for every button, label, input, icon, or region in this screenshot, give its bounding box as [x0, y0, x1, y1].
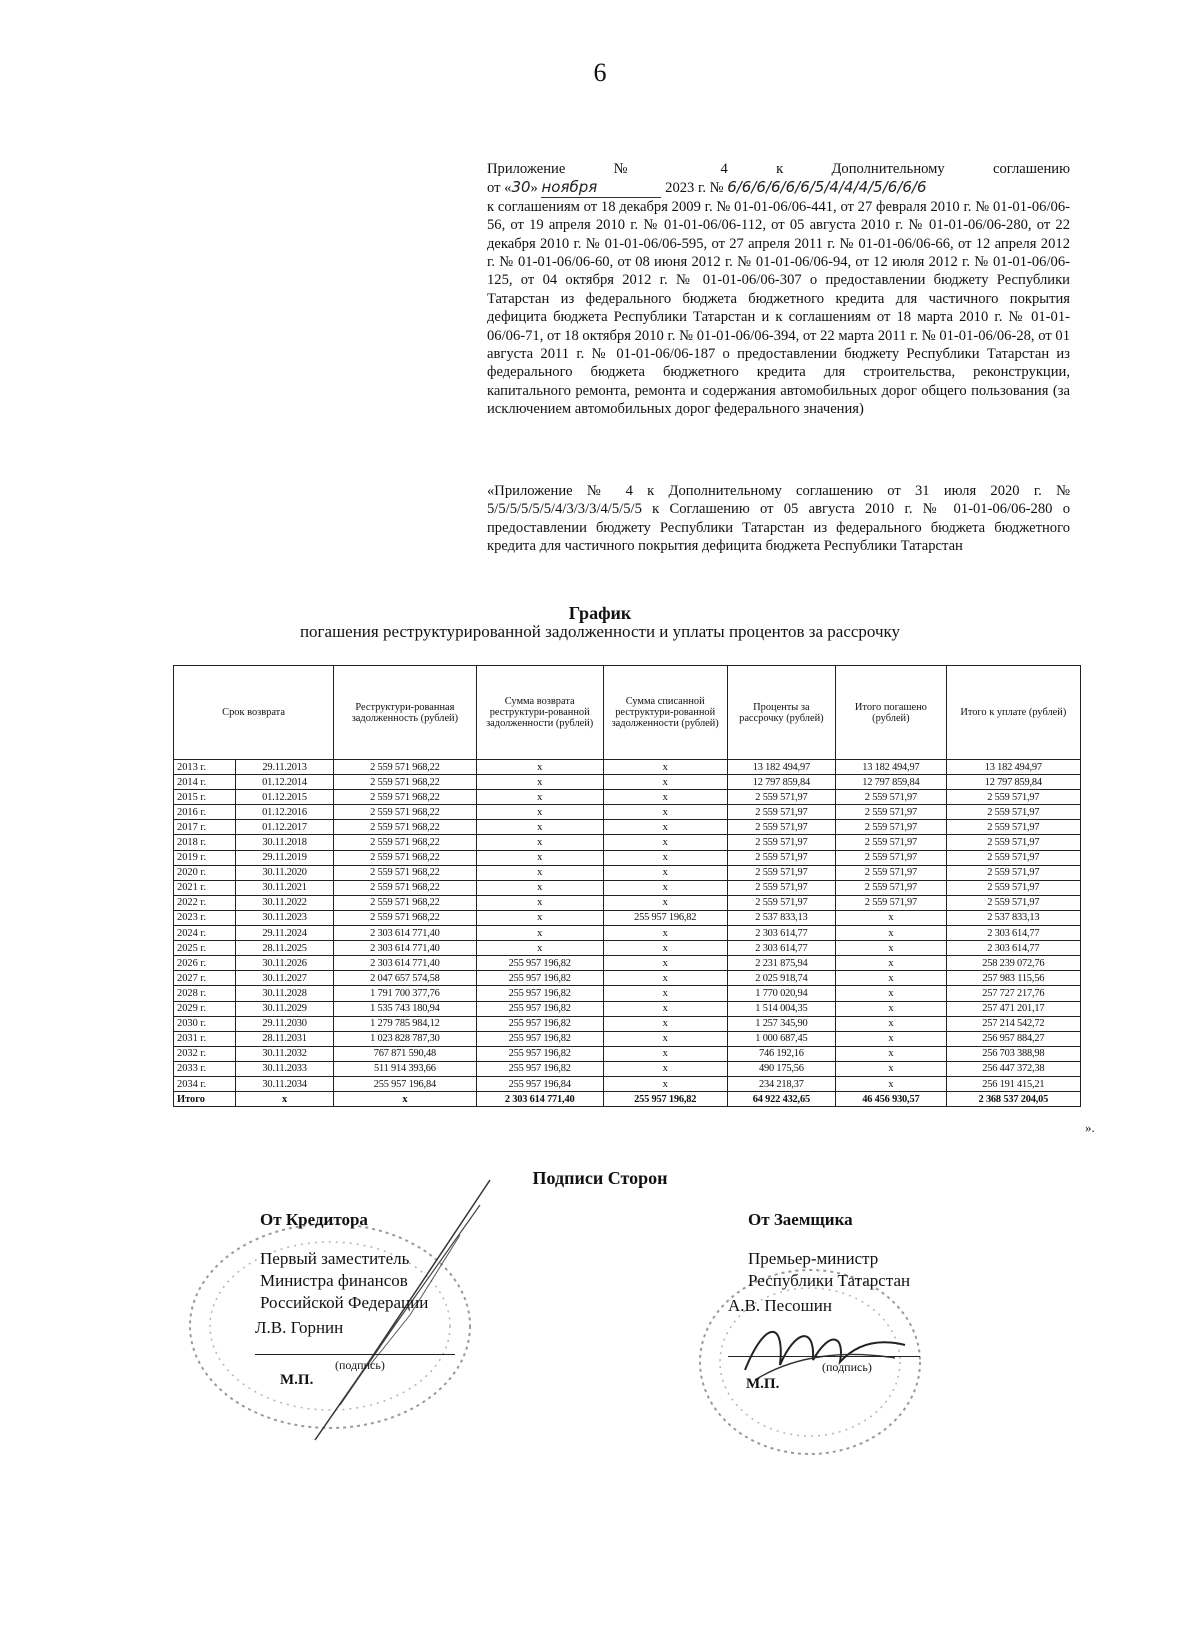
table-row — [174, 986, 1081, 1001]
table-cell: 2 559 571,97 — [836, 820, 947, 835]
table-cell: x — [603, 1076, 727, 1091]
table-cell: 258 239 072,76 — [946, 956, 1080, 971]
table-cell: x — [836, 1016, 947, 1031]
table-row — [174, 805, 1081, 820]
creditor-name: Л.В. Горнин — [255, 1318, 344, 1337]
table-cell: 257 214 542,72 — [946, 1016, 1080, 1031]
table-cell: 1 535 743 180,94 — [334, 1001, 477, 1016]
signatures-heading: Подписи Сторон — [532, 1168, 668, 1188]
table-row — [174, 1001, 1081, 1016]
table-cell: 2016 г. — [174, 805, 236, 820]
annex-quote: «Приложение № 4 к Дополнительному соглашению от 31 июля 2020 г. № 5/5/5/5/5/5/4/3/3/3/4/5/5/5 к Соглашению от 05 августа 2010 г. № 01-01-06/06-280 о предоставлении бюджету Республики Татарстан из федерального бюджета бюджетного кредита для частичного покрытия дефицита бюджета Республики Татарстан — [487, 483, 1070, 555]
table-cell: x — [603, 865, 727, 880]
table-cell: 28.11.2025 — [235, 941, 333, 956]
table-cell: 2 559 571 968,22 — [334, 865, 477, 880]
table-cell: 2028 г. — [174, 986, 236, 1001]
table-cell: 2 303 614,77 — [727, 926, 835, 941]
table-cell: 2 559 571,97 — [946, 820, 1080, 835]
borrower-position-line1: Премьер-министр — [748, 1249, 879, 1268]
total-cell: 46 456 930,57 — [836, 1092, 947, 1107]
table-row — [174, 971, 1081, 986]
table-row — [174, 1046, 1081, 1061]
table-cell: x — [603, 1046, 727, 1061]
table-cell: 12 797 859,84 — [836, 775, 947, 790]
table-cell: 1 514 004,35 — [727, 1001, 835, 1016]
table-cell: 01.12.2015 — [235, 790, 333, 805]
table-cell: 2 559 571,97 — [946, 835, 1080, 850]
table-cell: x — [603, 1001, 727, 1016]
table-cell: 511 914 393,66 — [334, 1061, 477, 1076]
table-cell: 2 559 571,97 — [727, 895, 835, 910]
table-cell: 256 703 388,98 — [946, 1046, 1080, 1061]
table-cell: x — [476, 835, 603, 850]
repayment-schedule-table — [173, 665, 1081, 1107]
creditor-signature-label: (подпись) — [335, 1358, 385, 1372]
table-cell: 2 559 571,97 — [727, 790, 835, 805]
table-cell: x — [603, 835, 727, 850]
table-cell: x — [603, 941, 727, 956]
table-cell: 2023 г. — [174, 910, 236, 925]
table-cell: 2 559 571,97 — [946, 850, 1080, 865]
table-row — [174, 850, 1081, 865]
table-cell: 255 957 196,84 — [334, 1076, 477, 1091]
table-cell: 2 559 571,97 — [727, 850, 835, 865]
annex-header-body: к соглашениям от 18 декабря 2009 г. № 01-01-06/06-441, от 27 февраля 2010 г. № 01-01-06/06-56, от 19 апреля 2010 г. № 01-01-06/06-112, от 05 августа 2010 г. № 01-01-06/06-280, от 22 декабря 2010 г. № 01-01-06/06-595, от 27 апреля 2011 г. № 01-01-06/06-66, от 12 апреля 2012 г. № 01-01-06/06-60, от 08 июня 2012 г. № 01-01-06/06-94, от 12 июля 2012 г. № 01-01-06/06-125, от 04 октября 2012 г. № 01-01-06/06-307 о предоставлении бюджету Республики Татарстан из федерального бюджета бюджетного кредита для частичного покрытия дефицита бюджета Республики Татарстан и к соглашениям от 18 марта 2010 г. № 01-01-06/06-71, от 18 октября 2010 г. № 01-01-06/06-394, от 22 марта 2011 г. № 01-01-06/06-28, от 01 августа 2011 г. № 01-01-06/06-187 о предоставлении бюджету Республики Татарстан из федерального бюджета бюджетного кредита для строительства, реконструкции, капитального ремонта, ремонта и содержания автомобильных дорог общего пользования (за исключением автомобильных дорог федерального значения) — [487, 198, 1070, 418]
table-row — [174, 1061, 1081, 1076]
table-cell: 2 559 571,97 — [836, 880, 947, 895]
table-cell: 256 447 372,38 — [946, 1061, 1080, 1076]
table-cell: 256 957 884,27 — [946, 1031, 1080, 1046]
table-cell: x — [603, 805, 727, 820]
table-row — [174, 956, 1081, 971]
table-cell: 12 797 859,84 — [727, 775, 835, 790]
table-cell: x — [603, 760, 727, 775]
table-cell: x — [836, 1061, 947, 1076]
total-cell: x — [235, 1092, 333, 1107]
table-cell: 255 957 196,82 — [476, 1016, 603, 1031]
creditor-signature-line — [255, 1354, 455, 1355]
table-cell: 2021 г. — [174, 880, 236, 895]
table-cell: 29.11.2019 — [235, 850, 333, 865]
table-cell: 2 559 571,97 — [946, 805, 1080, 820]
table-cell: 2 025 918,74 — [727, 971, 835, 986]
table-row — [174, 1016, 1081, 1031]
creditor-position-line3: Российской Федерации — [260, 1293, 429, 1312]
table-cell: x — [476, 926, 603, 941]
table-cell: x — [476, 895, 603, 910]
table-cell: 255 957 196,82 — [476, 956, 603, 971]
table-cell: 30.11.2028 — [235, 986, 333, 1001]
table-cell: x — [603, 971, 727, 986]
header-term: Срок возврата — [174, 666, 334, 760]
table-cell: 2026 г. — [174, 956, 236, 971]
table-cell: 1 257 345,90 — [727, 1016, 835, 1031]
closing-mark: ». — [1085, 1120, 1095, 1135]
borrower-signature-line — [728, 1356, 920, 1357]
table-cell: 2 559 571,97 — [836, 865, 947, 880]
total-cell: x — [334, 1092, 477, 1107]
annex-date-prefix: от « — [487, 180, 512, 197]
table-cell: 30.11.2027 — [235, 971, 333, 986]
table-cell: x — [836, 910, 947, 925]
table-cell: 255 957 196,82 — [476, 1001, 603, 1016]
borrower-mp: М.П. — [746, 1376, 780, 1392]
table-cell: 2022 г. — [174, 895, 236, 910]
table-cell: x — [836, 1031, 947, 1046]
table-cell: 2024 г. — [174, 926, 236, 941]
table-cell: x — [836, 1076, 947, 1091]
schedule-subtitle: погашения реструктурированной задолженности и уплаты процентов за рассрочку — [299, 622, 901, 641]
table-cell: 490 175,56 — [727, 1061, 835, 1076]
table-cell: 255 957 196,82 — [476, 1061, 603, 1076]
annex-date-month: ноября — [541, 178, 661, 197]
table-cell: x — [603, 820, 727, 835]
table-cell: 2033 г. — [174, 1061, 236, 1076]
page-number: 6 — [593, 58, 607, 87]
table-row — [174, 1031, 1081, 1046]
table-cell: 2 559 571 968,22 — [334, 835, 477, 850]
table-cell: x — [476, 760, 603, 775]
total-cell: 255 957 196,82 — [603, 1092, 727, 1107]
table-header-row — [174, 666, 1081, 760]
table-cell: 1 023 828 787,30 — [334, 1031, 477, 1046]
annex-number: 6/6/6/6/6/6/5/4/4/4/5/6/6/6 — [727, 178, 927, 197]
table-row — [174, 835, 1081, 850]
annex-header-line2 — [487, 178, 1070, 197]
borrower-name: А.В. Песошин — [728, 1296, 832, 1315]
table-cell: 2 559 571 968,22 — [334, 820, 477, 835]
table-cell: 2027 г. — [174, 971, 236, 986]
total-cell: Итого — [174, 1092, 236, 1107]
table-cell: 30.11.2026 — [235, 956, 333, 971]
table-cell: 257 471 201,17 — [946, 1001, 1080, 1016]
table-cell: 01.12.2017 — [235, 820, 333, 835]
table-cell: 767 871 590,48 — [334, 1046, 477, 1061]
creditor-side-label: От Кредитора — [260, 1210, 368, 1229]
table-cell: x — [603, 880, 727, 895]
table-cell: 2019 г. — [174, 850, 236, 865]
table-cell: 2031 г. — [174, 1031, 236, 1046]
table-cell: 2 559 571,97 — [727, 865, 835, 880]
header-repayment-amount: Сумма возврата реструктури-рованной задолженности (рублей) — [476, 666, 603, 760]
borrower-side-label: От Заемщика — [748, 1210, 853, 1229]
table-cell: 256 191 415,21 — [946, 1076, 1080, 1091]
table-cell: 2 537 833,13 — [727, 910, 835, 925]
table-cell: x — [836, 926, 947, 941]
table-cell: 257 983 115,56 — [946, 971, 1080, 986]
table-cell: x — [476, 880, 603, 895]
table-cell: 2 559 571,97 — [836, 835, 947, 850]
table-cell: 30.11.2021 — [235, 880, 333, 895]
table-cell: 2 559 571 968,22 — [334, 805, 477, 820]
table-cell: x — [603, 775, 727, 790]
table-row — [174, 895, 1081, 910]
table-cell: 30.11.2029 — [235, 1001, 333, 1016]
table-row — [174, 910, 1081, 925]
table-cell: x — [603, 1031, 727, 1046]
table-row — [174, 1076, 1081, 1091]
annex-date-day: 30 — [511, 178, 531, 197]
annex-date-suffix: 2023 г. № — [665, 180, 724, 197]
total-cell: 2 303 614 771,40 — [476, 1092, 603, 1107]
table-cell: 2 559 571,97 — [727, 880, 835, 895]
header-written-off: Сумма списанной реструктури-рованной задолженности (рублей) — [603, 666, 727, 760]
table-cell: 1 791 700 377,76 — [334, 986, 477, 1001]
annex-header-line1: Приложение № 4 к Дополнительному соглашению — [487, 161, 1070, 177]
table-cell: 30.11.2032 — [235, 1046, 333, 1061]
table-cell: 746 192,16 — [727, 1046, 835, 1061]
table-cell: 2 559 571,97 — [836, 790, 947, 805]
schedule-title: График — [568, 603, 632, 623]
table-cell: 2 047 657 574,58 — [334, 971, 477, 986]
table-cell: 234 218,37 — [727, 1076, 835, 1091]
table-cell: 2 559 571 968,22 — [334, 880, 477, 895]
table-body — [174, 760, 1081, 1107]
table-cell: x — [836, 986, 947, 1001]
borrower-block — [748, 1210, 910, 1292]
table-cell: x — [603, 1061, 727, 1076]
table-cell: 255 957 196,84 — [476, 1076, 603, 1091]
table-cell: 30.11.2020 — [235, 865, 333, 880]
table-row — [174, 926, 1081, 941]
annex-date-mid: » — [530, 180, 538, 197]
table-cell: 13 182 494,97 — [946, 760, 1080, 775]
creditor-position-line1: Первый заместитель — [260, 1249, 410, 1268]
table-cell: 29.11.2013 — [235, 760, 333, 775]
table-cell: x — [476, 910, 603, 925]
table-cell: x — [476, 775, 603, 790]
table-cell: x — [603, 926, 727, 941]
table-cell: 2 559 571,97 — [946, 880, 1080, 895]
table-cell: 2 303 614,77 — [727, 941, 835, 956]
table-cell: 2032 г. — [174, 1046, 236, 1061]
table-cell: 2 559 571 968,22 — [334, 790, 477, 805]
table-cell: 255 957 196,82 — [476, 986, 603, 1001]
table-cell: 30.11.2022 — [235, 895, 333, 910]
table-row — [174, 880, 1081, 895]
table-cell: 2 537 833,13 — [946, 910, 1080, 925]
table-cell: x — [476, 805, 603, 820]
table-cell: 2 559 571,97 — [727, 820, 835, 835]
table-row — [174, 820, 1081, 835]
table-cell: 1 770 020,94 — [727, 986, 835, 1001]
table-cell: 2015 г. — [174, 790, 236, 805]
header-interest: Проценты за рассрочку (рублей) — [727, 666, 835, 760]
table-cell: 2 559 571 968,22 — [334, 850, 477, 865]
table-row — [174, 790, 1081, 805]
header-total-repaid: Итого погашено (рублей) — [836, 666, 947, 760]
table-cell: 28.11.2031 — [235, 1031, 333, 1046]
table-cell: 2020 г. — [174, 865, 236, 880]
table-cell: 2017 г. — [174, 820, 236, 835]
table-cell: 12 797 859,84 — [946, 775, 1080, 790]
table-cell: 2 559 571 968,22 — [334, 910, 477, 925]
table-cell: x — [603, 986, 727, 1001]
table-cell: 2 303 614 771,40 — [334, 941, 477, 956]
table-row — [174, 760, 1081, 775]
table-cell: x — [836, 941, 947, 956]
table-cell: 2030 г. — [174, 1016, 236, 1031]
table-cell: 30.11.2033 — [235, 1061, 333, 1076]
table-cell: x — [603, 895, 727, 910]
table-cell: 2029 г. — [174, 1001, 236, 1016]
table-cell: x — [603, 956, 727, 971]
table-total-row — [174, 1092, 1081, 1107]
table-cell: 2 559 571,97 — [836, 850, 947, 865]
table-cell: 1 000 687,45 — [727, 1031, 835, 1046]
table-cell: 2025 г. — [174, 941, 236, 956]
table-cell: x — [476, 850, 603, 865]
table-cell: 2 231 875,94 — [727, 956, 835, 971]
table-cell: 255 957 196,82 — [476, 1031, 603, 1046]
table-cell: 2 303 614,77 — [946, 926, 1080, 941]
table-cell: x — [476, 820, 603, 835]
table-cell: x — [836, 956, 947, 971]
borrower-position-line2: Республики Татарстан — [748, 1271, 911, 1290]
table-cell: 29.11.2024 — [235, 926, 333, 941]
header-total-due: Итого к уплате (рублей) — [946, 666, 1080, 760]
borrower-signature-label: (подпись) — [822, 1360, 872, 1374]
table-cell: 2014 г. — [174, 775, 236, 790]
table-cell: 2 303 614 771,40 — [334, 926, 477, 941]
table-cell: 2 559 571,97 — [727, 835, 835, 850]
table-cell: x — [476, 865, 603, 880]
table-cell: 13 182 494,97 — [727, 760, 835, 775]
table-cell: x — [836, 1001, 947, 1016]
creditor-mp: М.П. — [280, 1372, 314, 1388]
table-cell: x — [603, 790, 727, 805]
table-cell: 2 559 571,97 — [836, 895, 947, 910]
table-cell: x — [836, 1046, 947, 1061]
table-cell: 255 957 196,82 — [603, 910, 727, 925]
table-cell: 2034 г. — [174, 1076, 236, 1091]
table-cell: x — [603, 1016, 727, 1031]
total-cell: 2 368 537 204,05 — [946, 1092, 1080, 1107]
table-cell: 1 279 785 984,12 — [334, 1016, 477, 1031]
table-cell: 257 727 217,76 — [946, 986, 1080, 1001]
table-cell: x — [476, 790, 603, 805]
table-cell: 29.11.2030 — [235, 1016, 333, 1031]
creditor-block — [260, 1210, 428, 1314]
table-cell: 2 559 571 968,22 — [334, 775, 477, 790]
table-cell: 2 559 571,97 — [946, 865, 1080, 880]
table-cell: 30.11.2023 — [235, 910, 333, 925]
annex-header — [487, 160, 1070, 419]
table-cell: 2013 г. — [174, 760, 236, 775]
table-cell: 255 957 196,82 — [476, 971, 603, 986]
table-cell: 2 303 614,77 — [946, 941, 1080, 956]
table-cell: 2 559 571 968,22 — [334, 895, 477, 910]
table-cell: 2 559 571,97 — [836, 805, 947, 820]
table-cell: 13 182 494,97 — [836, 760, 947, 775]
table-row — [174, 775, 1081, 790]
header-restructured-debt: Реструктури-рованная задолженность (рублей) — [334, 666, 477, 760]
table-cell: 2018 г. — [174, 835, 236, 850]
table-cell: 30.11.2018 — [235, 835, 333, 850]
table-cell: 30.11.2034 — [235, 1076, 333, 1091]
total-cell: 64 922 432,65 — [727, 1092, 835, 1107]
table-cell: 01.12.2016 — [235, 805, 333, 820]
table-cell: 2 559 571,97 — [727, 805, 835, 820]
table-cell: 2 303 614 771,40 — [334, 956, 477, 971]
table-cell: 2 559 571,97 — [946, 790, 1080, 805]
table-cell: x — [603, 850, 727, 865]
creditor-position-line2: Министра финансов — [260, 1271, 408, 1290]
table-cell: x — [836, 971, 947, 986]
table-cell: 01.12.2014 — [235, 775, 333, 790]
table-cell: x — [476, 941, 603, 956]
table-row — [174, 865, 1081, 880]
table-row — [174, 941, 1081, 956]
table-cell: 255 957 196,82 — [476, 1046, 603, 1061]
table-cell: 2 559 571 968,22 — [334, 760, 477, 775]
table-cell: 2 559 571,97 — [946, 895, 1080, 910]
